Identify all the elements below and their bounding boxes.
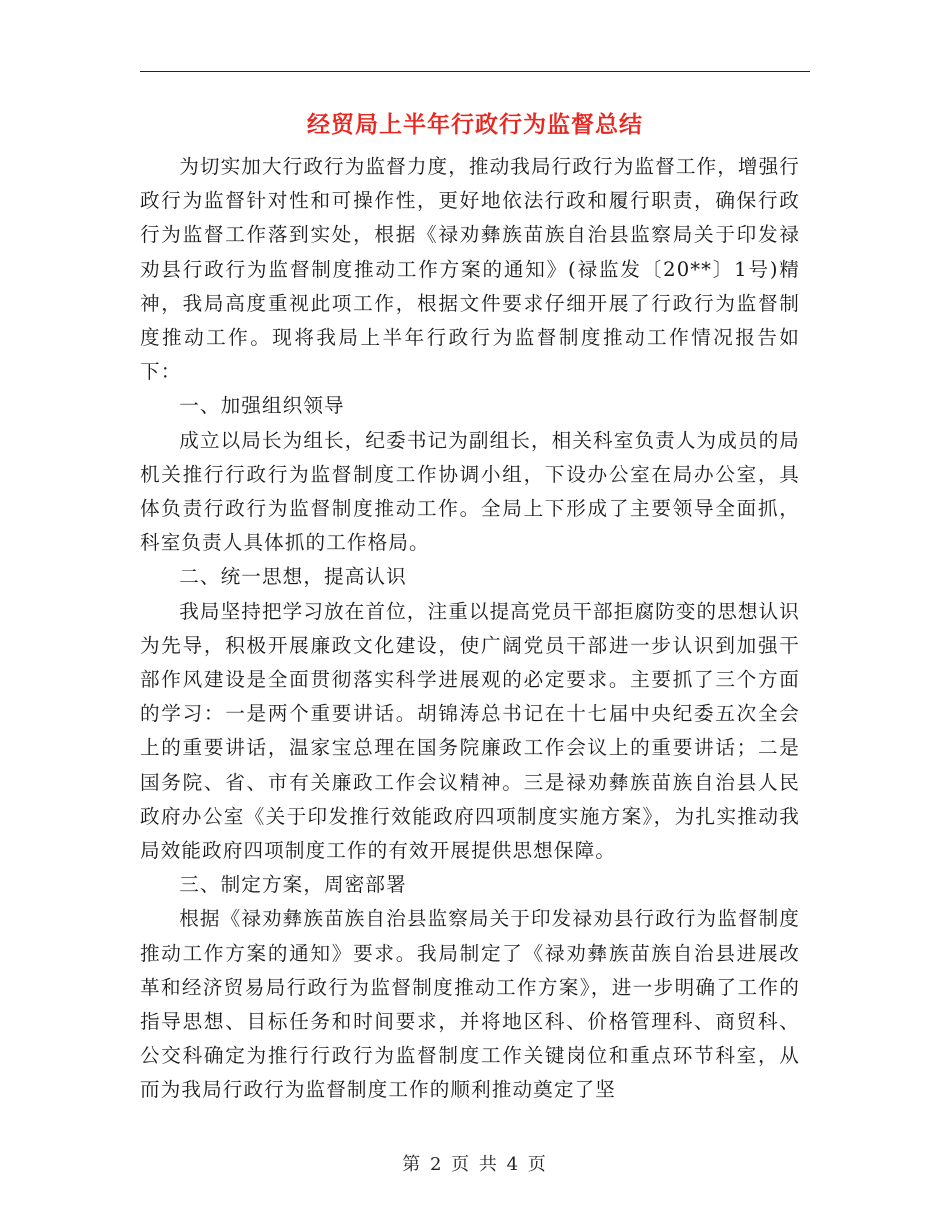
page-number-footer: 第 2 页 共 4 页 [402, 1154, 548, 1175]
paragraph-section-3: 根据《禄劝彝族苗族自治县监察局关于印发禄劝县行政行为监督制度推动工作方案的通知》要求。我局制定了《禄劝彝族苗族自治县进展改革和经济贸易局行政行为监督制度推动工作方案》，进一步明确了工作的指导思想、目标任务和时间要求，并将地区科、价格管理科、商贸科、公交科确定为推行行政行为监督制度工作关键岗位和重点环节科室，从而为我局行政行为监督制度工作的顺利推动奠定了坚 [140, 907, 800, 1102]
paragraph-section-1: 成立以局长为组长，纪委书记为副组长，相关科室负责人为成员的局机关推行行政行为监督制度工作协调小组，下设办公室在局办公室，具体负责行政行为监督制度推动工作。全局上下形成了主要领导全面抓，科室负责人具体抓的工作格局。 [140, 428, 800, 555]
paragraph-section-2: 我局坚持把学习放在首位，注重以提高党员干部拒腐防变的思想认识为先导，积极开展廉政文化建设，使广阔党员干部进一步认识到加强干部作风建设是全面贯彻落实科学进展观的必定要求。主要抓了三个方面的学习：一是两个重要讲话。胡锦涛总书记在十七届中央纪委五次全会上的重要讲话，温家宝总理在国务院廉政工作会议上的重要讲话；二是国务院、省、市有关廉政工作会议精神。三是禄劝彝族苗族自治县人民政府办公室《关于印发推行效能政府四项制度实施方案》，为扎实推动我局效能政府四项制度工作的有效开展提供思想保障。 [140, 599, 800, 863]
section-heading-2: 二、统一思想，提高认识 [179, 565, 407, 589]
header-rule [140, 71, 810, 72]
section-heading-3: 三、制定方案，周密部署 [179, 873, 407, 897]
section-heading-1: 一、加强组织领导 [179, 394, 345, 418]
paragraph-intro: 为切实加大行政行为监督力度，推动我局行政行为监督工作，增强行政行为监督针对性和可操作性，更好地依法行政和履行职责，确保行政行为监督工作落到实处，根据《禄劝彝族苗族自治县监察局关于印发禄劝县行政行为监督制度推动工作方案的通知》(禄监发〔20**〕1号)精神，我局高度重视此项工作，根据文件要求仔细开展了行政行为监督制度推动工作。现将我局上半年行政行为监督制度推动工作情况报告如下： [140, 155, 800, 384]
document-title: 经贸局上半年行政行为监督总结 [307, 111, 643, 138]
document-body [140, 150, 800, 1108]
